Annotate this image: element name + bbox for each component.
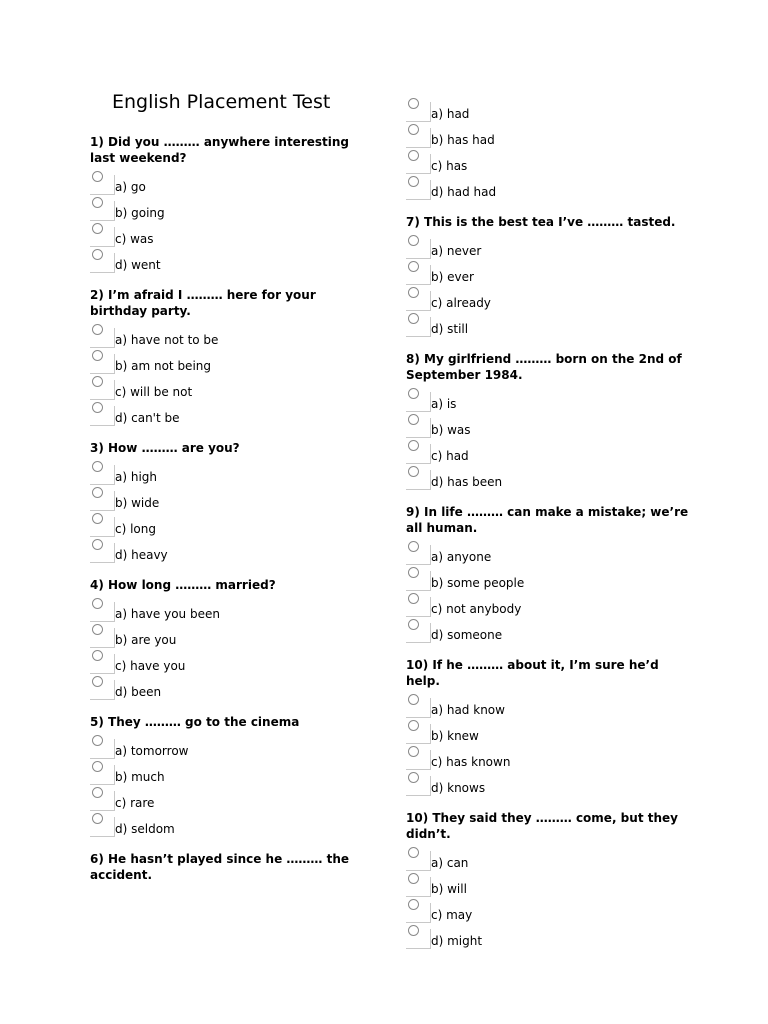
radio-button[interactable] bbox=[92, 761, 103, 772]
question-text: 4) How long ……… married? bbox=[90, 578, 276, 592]
answer-option[interactable] bbox=[90, 322, 380, 348]
answer-option[interactable] bbox=[406, 871, 696, 897]
answer-option[interactable] bbox=[406, 897, 696, 923]
option-label: d) heavy bbox=[115, 548, 168, 562]
answer-option[interactable] bbox=[90, 811, 380, 837]
option-label: a) had bbox=[431, 107, 470, 121]
radio-button[interactable] bbox=[92, 249, 103, 260]
answer-option[interactable] bbox=[406, 770, 696, 796]
answer-option[interactable] bbox=[406, 412, 696, 438]
answer-option[interactable] bbox=[90, 622, 380, 648]
option-label: b) will bbox=[431, 882, 467, 896]
option-label: d) been bbox=[115, 685, 162, 699]
option-label: c) long bbox=[115, 522, 156, 536]
option-label: c) will be not bbox=[115, 385, 193, 399]
answer-option[interactable] bbox=[406, 464, 696, 490]
option-label: a) go bbox=[115, 180, 146, 194]
radio-button[interactable] bbox=[92, 376, 103, 387]
option-label: d) had had bbox=[431, 185, 497, 199]
answer-option[interactable] bbox=[90, 195, 380, 221]
radio-button[interactable] bbox=[92, 487, 103, 498]
option-label: d) still bbox=[431, 322, 469, 336]
answer-option[interactable] bbox=[90, 247, 380, 273]
radio-button[interactable] bbox=[408, 746, 419, 757]
option-label: a) have you been bbox=[115, 607, 220, 621]
radio-button[interactable] bbox=[92, 461, 103, 472]
page-title: English Placement Test bbox=[112, 91, 331, 113]
option-label: c) was bbox=[115, 232, 154, 246]
question-text: 1) Did you ……… anywhere interesting last weekend? bbox=[90, 135, 349, 165]
radio-button[interactable] bbox=[408, 98, 419, 109]
option-label: d) seldom bbox=[115, 822, 175, 836]
question-text: 7) This is the best tea I’ve ……… tasted. bbox=[406, 215, 676, 229]
answer-option[interactable] bbox=[90, 648, 380, 674]
radio-button[interactable] bbox=[408, 466, 419, 477]
answer-option[interactable] bbox=[406, 285, 696, 311]
radio-button[interactable] bbox=[408, 150, 419, 161]
option-label: c) already bbox=[431, 296, 491, 310]
radio-button[interactable] bbox=[408, 541, 419, 552]
answer-option[interactable] bbox=[406, 311, 696, 337]
question-block bbox=[406, 214, 696, 337]
option-label: b) wide bbox=[115, 496, 160, 510]
option-label: c) not anybody bbox=[431, 602, 522, 616]
radio-button[interactable] bbox=[408, 567, 419, 578]
radio-button[interactable] bbox=[92, 735, 103, 746]
radio-button[interactable] bbox=[92, 624, 103, 635]
radio-button[interactable] bbox=[408, 388, 419, 399]
radio-button[interactable] bbox=[408, 261, 419, 272]
answer-option[interactable] bbox=[406, 386, 696, 412]
radio-button[interactable] bbox=[408, 694, 419, 705]
question-text: 6) He hasn’t played since he ……… the accident. bbox=[90, 852, 350, 882]
radio-button[interactable] bbox=[92, 539, 103, 550]
radio-button[interactable] bbox=[408, 235, 419, 246]
radio-button[interactable] bbox=[408, 899, 419, 910]
option-label: a) tomorrow bbox=[115, 744, 189, 758]
question-block bbox=[90, 287, 380, 426]
answer-option[interactable] bbox=[406, 591, 696, 617]
answer-option[interactable] bbox=[406, 565, 696, 591]
question-block bbox=[90, 440, 380, 563]
radio-button[interactable] bbox=[92, 350, 103, 361]
option-label: b) was bbox=[431, 423, 471, 437]
radio-button[interactable] bbox=[92, 197, 103, 208]
left-column bbox=[90, 134, 380, 897]
question-text: 10) They said they ……… come, but they didn’t. bbox=[406, 811, 678, 841]
option-label: a) had know bbox=[431, 703, 505, 717]
radio-button[interactable] bbox=[408, 772, 419, 783]
radio-button[interactable] bbox=[408, 440, 419, 451]
answer-option[interactable] bbox=[90, 674, 380, 700]
answer-option[interactable] bbox=[90, 221, 380, 247]
radio-button[interactable] bbox=[408, 619, 419, 630]
question-block bbox=[406, 351, 696, 490]
option-label: d) has been bbox=[431, 475, 503, 489]
question-block bbox=[406, 657, 696, 796]
answer-option[interactable] bbox=[406, 692, 696, 718]
answer-option[interactable] bbox=[406, 539, 696, 565]
option-label: a) anyone bbox=[431, 550, 492, 564]
radio-button[interactable] bbox=[408, 593, 419, 604]
option-label: a) have not to be bbox=[115, 333, 219, 347]
option-label: c) has known bbox=[431, 755, 511, 769]
option-label: a) high bbox=[115, 470, 158, 484]
option-label: c) rare bbox=[115, 796, 155, 810]
radio-button[interactable] bbox=[92, 650, 103, 661]
radio-button[interactable] bbox=[408, 720, 419, 731]
answer-option[interactable] bbox=[406, 174, 696, 200]
radio-button[interactable] bbox=[92, 598, 103, 609]
answer-option[interactable] bbox=[406, 438, 696, 464]
option-label: d) might bbox=[431, 934, 483, 948]
answer-option[interactable] bbox=[406, 845, 696, 871]
question-block bbox=[406, 504, 696, 643]
option-label: d) knows bbox=[431, 781, 486, 795]
option-label: a) never bbox=[431, 244, 482, 258]
answer-option[interactable] bbox=[406, 122, 696, 148]
question-block bbox=[90, 134, 380, 273]
radio-button[interactable] bbox=[92, 324, 103, 335]
option-label: c) has bbox=[431, 159, 468, 173]
option-label: a) can bbox=[431, 856, 469, 870]
answer-option[interactable] bbox=[90, 759, 380, 785]
option-label: d) someone bbox=[431, 628, 503, 642]
answer-option[interactable] bbox=[90, 400, 380, 426]
option-label: b) going bbox=[115, 206, 165, 220]
question-text: 2) I’m afraid I ……… here for your birthday party. bbox=[90, 288, 316, 318]
radio-button[interactable] bbox=[92, 402, 103, 413]
answer-option[interactable] bbox=[90, 348, 380, 374]
option-label: b) ever bbox=[431, 270, 474, 284]
question-text: 3) How ……… are you? bbox=[90, 441, 240, 455]
option-label: c) have you bbox=[115, 659, 186, 673]
radio-button[interactable] bbox=[408, 313, 419, 324]
answer-option[interactable] bbox=[406, 96, 696, 122]
question-text: 10) If he ……… about it, I’m sure he’d help. bbox=[406, 658, 659, 688]
radio-button[interactable] bbox=[92, 223, 103, 234]
question-options-continued bbox=[406, 96, 696, 200]
answer-option[interactable] bbox=[90, 596, 380, 622]
answer-option[interactable] bbox=[90, 785, 380, 811]
radio-button[interactable] bbox=[92, 787, 103, 798]
option-label: c) may bbox=[431, 908, 473, 922]
answer-option[interactable] bbox=[406, 148, 696, 174]
radio-button[interactable] bbox=[92, 676, 103, 687]
question-text: 5) They ……… go to the cinema bbox=[90, 715, 300, 729]
option-label: c) had bbox=[431, 449, 469, 463]
answer-option[interactable] bbox=[90, 485, 380, 511]
radio-button[interactable] bbox=[408, 124, 419, 135]
answer-option[interactable] bbox=[406, 923, 696, 949]
radio-button[interactable] bbox=[408, 176, 419, 187]
radio-button[interactable] bbox=[92, 813, 103, 824]
answer-option[interactable] bbox=[90, 169, 380, 195]
option-label: b) knew bbox=[431, 729, 479, 743]
radio-button[interactable] bbox=[408, 873, 419, 884]
answer-option[interactable] bbox=[90, 459, 380, 485]
option-label: b) much bbox=[115, 770, 165, 784]
radio-button[interactable] bbox=[408, 847, 419, 858]
question-block bbox=[90, 714, 380, 837]
option-label: a) is bbox=[431, 397, 457, 411]
option-label: d) can't be bbox=[115, 411, 180, 425]
answer-option[interactable] bbox=[90, 511, 380, 537]
radio-button[interactable] bbox=[408, 925, 419, 936]
question-text: 9) In life ……… can make a mistake; we’re all human. bbox=[406, 505, 689, 535]
radio-button[interactable] bbox=[408, 414, 419, 425]
answer-option[interactable] bbox=[406, 718, 696, 744]
question-block bbox=[406, 810, 696, 949]
question-text: 8) My girlfriend ……… born on the 2nd of September 1984. bbox=[406, 352, 682, 382]
radio-button[interactable] bbox=[92, 171, 103, 182]
answer-option[interactable] bbox=[406, 744, 696, 770]
question-block bbox=[90, 851, 380, 883]
option-label: d) went bbox=[115, 258, 161, 272]
answer-option[interactable] bbox=[90, 374, 380, 400]
answer-option[interactable] bbox=[90, 733, 380, 759]
answer-option[interactable] bbox=[406, 259, 696, 285]
question-block bbox=[90, 577, 380, 700]
answer-option[interactable] bbox=[90, 537, 380, 563]
answer-option[interactable] bbox=[406, 617, 696, 643]
radio-button[interactable] bbox=[92, 513, 103, 524]
answer-option[interactable] bbox=[406, 233, 696, 259]
right-column bbox=[406, 96, 696, 963]
radio-button[interactable] bbox=[408, 287, 419, 298]
option-label: b) am not being bbox=[115, 359, 211, 373]
option-label: b) has had bbox=[431, 133, 495, 147]
option-label: b) some people bbox=[431, 576, 525, 590]
option-label: b) are you bbox=[115, 633, 177, 647]
